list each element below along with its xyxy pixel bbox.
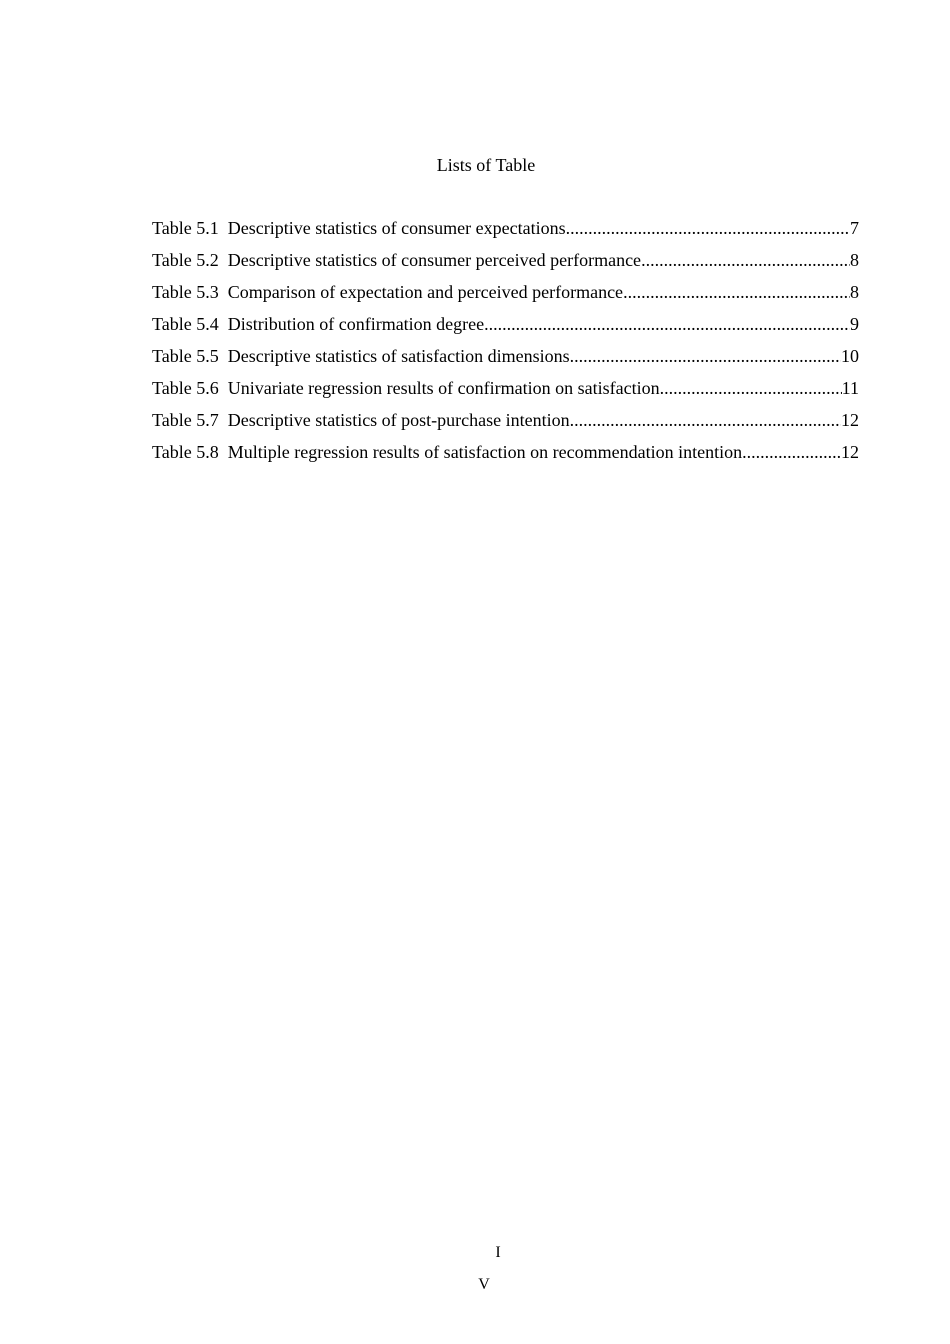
toc-entry-page: 9 (850, 314, 859, 334)
toc-entry-title: Descriptive statistics of consumer expectations (227, 218, 566, 238)
toc-dot-leader (570, 344, 841, 368)
toc-entry-5-5[interactable] (152, 344, 859, 376)
toc-entry-number: Table 5.5 (152, 346, 219, 366)
toc-dot-leader (660, 376, 842, 400)
toc-dot-leader (623, 280, 850, 304)
page-title: Lists of Table (436, 155, 536, 175)
toc-dot-leader (641, 248, 850, 272)
toc-entry-5-2[interactable] (152, 248, 859, 280)
toc-entry-title: Univariate regression results of confirmation on satisfaction (227, 378, 660, 398)
toc-entry-5-3[interactable] (152, 280, 859, 312)
toc-dot-leader (742, 440, 841, 464)
toc-entry-page: 8 (850, 250, 859, 270)
toc-entry-5-1[interactable] (152, 216, 859, 248)
toc-entry-title: Comparison of expectation and perceived performance (227, 282, 624, 302)
toc-entry-5-4[interactable] (152, 312, 859, 344)
toc-entry-page: 7 (850, 218, 859, 238)
toc-entry-5-7[interactable] (152, 408, 859, 440)
toc-entry-page: 11 (841, 378, 859, 398)
toc-entry-title: Descriptive statistics of post-purchase intention (227, 410, 570, 430)
toc-entry-page: 10 (841, 346, 859, 366)
toc-entry-number: Table 5.1 (152, 218, 219, 238)
page-number-line-2: V (478, 1276, 490, 1293)
toc-entry-page: 12 (841, 410, 859, 430)
table-of-contents (152, 216, 859, 472)
toc-entry-5-6[interactable] (152, 376, 859, 408)
toc-entry-title: Multiple regression results of satisfaction on recommendation intention (227, 442, 743, 462)
toc-entry-5-8[interactable] (152, 440, 859, 472)
toc-entry-page: 8 (850, 282, 859, 302)
toc-entry-number: Table 5.4 (152, 314, 219, 334)
toc-entry-number: Table 5.2 (152, 250, 219, 270)
toc-entry-page: 12 (841, 442, 859, 462)
toc-dot-leader (566, 216, 850, 240)
toc-entry-number: Table 5.3 (152, 282, 219, 302)
page-number-line-1: I (495, 1244, 501, 1261)
toc-entry-title: Descriptive statistics of satisfaction dimensions (227, 346, 570, 366)
toc-dot-leader (484, 312, 850, 336)
toc-entry-number: Table 5.6 (152, 378, 219, 398)
toc-entry-number: Table 5.7 (152, 410, 219, 430)
toc-entry-title: Distribution of confirmation degree (227, 314, 485, 334)
toc-entry-title: Descriptive statistics of consumer perceived performance (227, 250, 642, 270)
toc-dot-leader (570, 408, 841, 432)
toc-entry-number: Table 5.8 (152, 442, 219, 462)
